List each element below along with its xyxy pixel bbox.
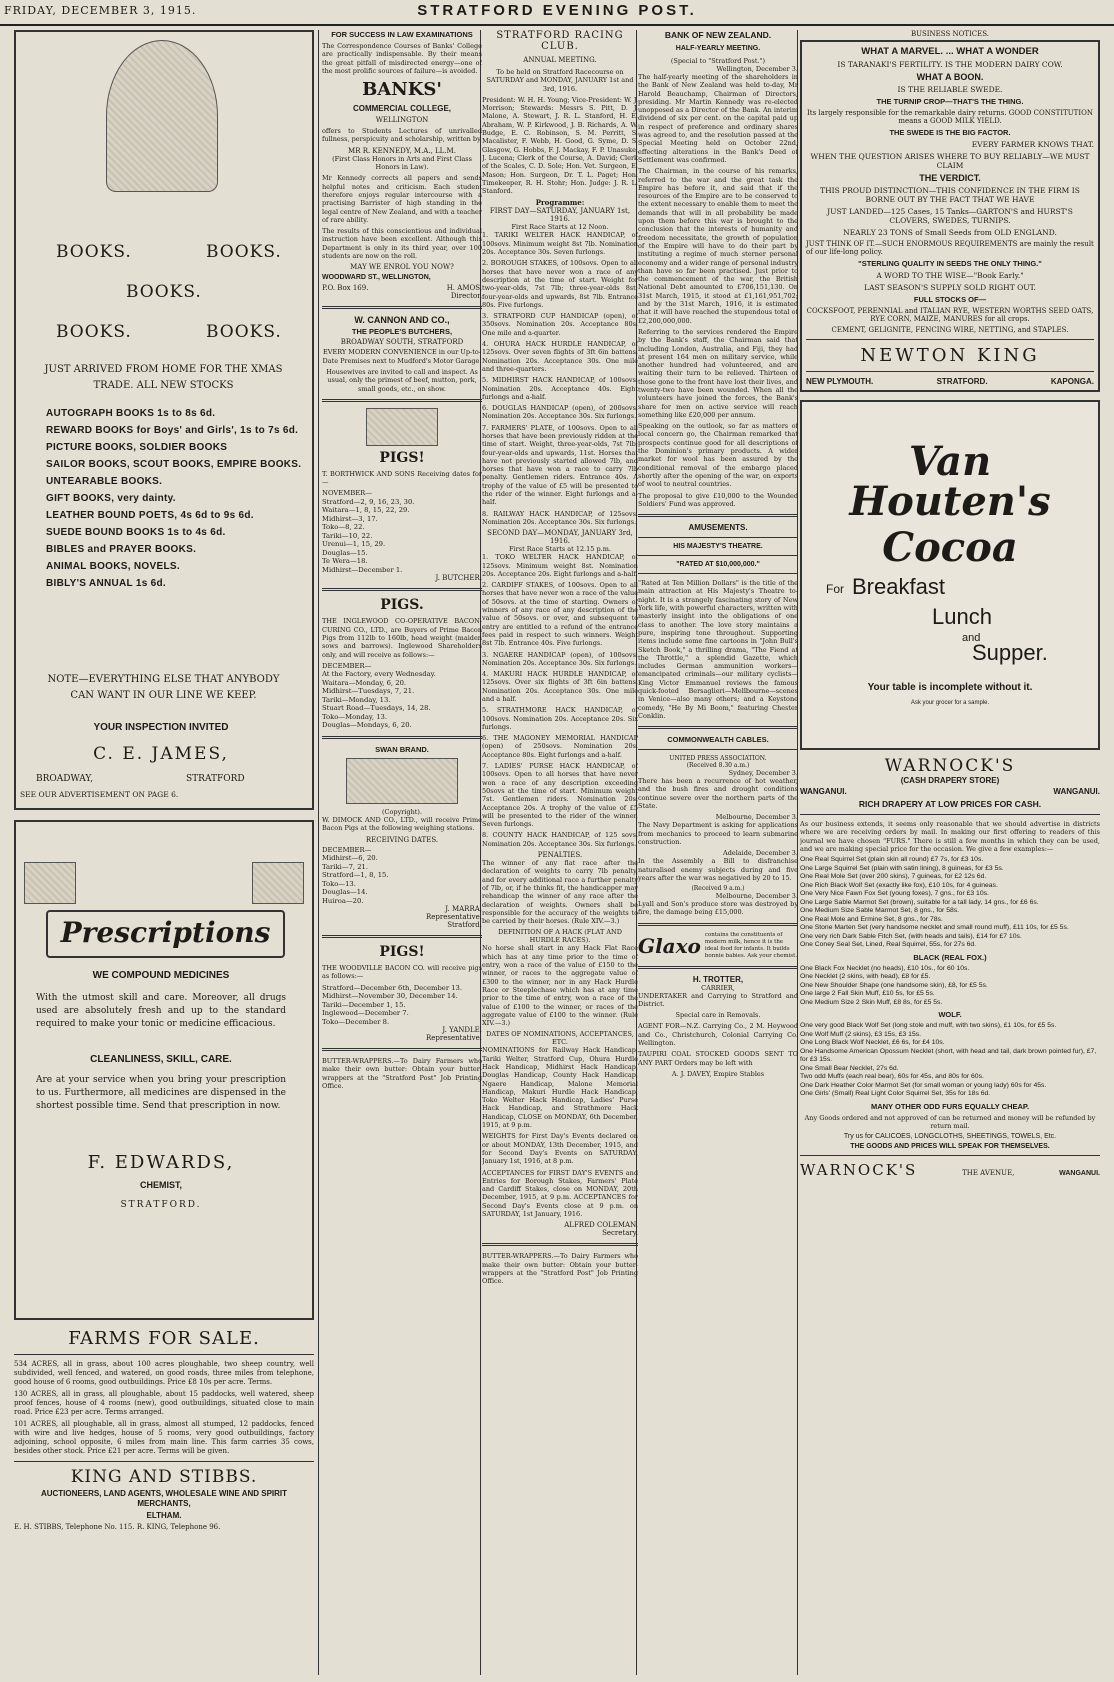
pig-date: Toko—Monday, 13. <box>322 712 388 721</box>
warnock-towns <box>800 787 1100 796</box>
book-item: AUTOGRAPH BOOKS 1s to 8s 6d. <box>46 408 216 419</box>
banks-honors: (First Class Honors in Arts and First Class Honors in Law). <box>332 154 472 172</box>
banks-results: The results of this conscientious and individual instruction have been excellent. Although this Department is only in its third year, over 100 students are now on the roll. <box>322 227 482 261</box>
cables-melbourne: Melbourne, December 3. <box>715 813 798 822</box>
warnock-fox-list <box>800 965 1100 1008</box>
cables-melbourne-2-body: Lyall and Son's produce store was destroyed by fire, the damage being £15,000. <box>638 900 798 917</box>
trotter-name: H. TROTTER, <box>692 974 744 984</box>
newton-name: NEWTON KING <box>860 345 1040 366</box>
banks-footer <box>322 284 482 292</box>
pig-date: DECEMBER— <box>322 845 372 854</box>
pig-date: Stuart Road—Tuesdays, 14, 28. <box>322 704 431 713</box>
warnock-footer <box>800 1161 1100 1179</box>
glaxo-logo: Glaxo <box>638 933 701 958</box>
business-notices-label: BUSINESS NOTICES. <box>910 30 990 38</box>
banks-box: P.O. Box 169. <box>322 284 369 293</box>
fur-item: One Black Fox Necklet (no heads), £10 10s., for 60 10s. <box>800 964 970 972</box>
james-advert <box>14 30 314 810</box>
newton-line: FULL STOCKS OF— <box>913 295 987 304</box>
book-item: UNTEARABLE BOOKS. <box>46 476 163 487</box>
fur-item: One Girls' (Small) Real Light Color Squirrel Set, 35s for 18s 6d. <box>800 1090 991 1098</box>
column-rule <box>318 30 319 1675</box>
newton-line: THIS PROUD DISTINCTION—THIS CONFIDENCE IN THE FIRM IS BORNE OUT BY THE FACT THAT WE HAVE <box>820 186 1080 204</box>
banks-director: H. AMOS, <box>446 284 482 293</box>
james-arrived: JUST ARRIVED FROM HOME FOR THE XMAS TRADE. ALL NEW STOCKS <box>44 364 283 391</box>
fur-item: One very good Black Wolf Set (long stole and muff, with two skins), £1 10s, for £5 5s. <box>800 1022 1057 1030</box>
race-entry: 6. DOUGLAS HANDICAP (open), of 200sovs. Nomination 20s. Acceptance 30s. Six furlongs. <box>482 404 638 421</box>
race-entry: 1. TOKO WELTER HACK HANDICAP, of 125sovs. Minimum weight 8st. Nomination 20s. Acceptance 20s. Eight furlongs and a-half. <box>482 553 638 578</box>
pig-date: Tariki—7, 21. <box>322 862 369 871</box>
warnock-subtitle: (CASH DRAPERY STORE) <box>900 776 1000 785</box>
wolf-heading: WOLF. <box>938 1010 962 1020</box>
bnz-paragraph: Speaking on the outlook, so far as matters of local concern go, the Chairman remarked that prospects continue good for all descriptions of the Dominion's primary products. A wider market for wool has been assured by the conditional removal of the embargo placed shortly after the opening of the war, on exports of wool to neutral countries. <box>638 422 798 489</box>
newton-line: IS TARANAKI'S FERTILITY. IS THE MODERN DAIRY COW. <box>837 60 1063 69</box>
pigs1-sign: J. BUTCHER. <box>435 574 482 583</box>
swan-brand: SWAN BRAND. <box>375 744 429 754</box>
pigs3-body: THE WOODVILLE BACON CO. will receive pigs as follows:— <box>322 964 482 981</box>
book-item: BIBLY'S ANNUAL 1s 6d. <box>46 578 167 589</box>
cables-heading: COMMONWEALTH CABLES. <box>667 735 769 745</box>
warnock-footer-address: THE AVENUE, <box>962 1169 1015 1178</box>
rated-heading: "RATED AT $10,000,000." <box>676 561 760 569</box>
fur-item: One Very Nice Fawn Fox Set (young foxes), 7 gns., for £3 10s. <box>800 890 989 898</box>
pig-date: Midhirst—November 30, December 14. <box>322 992 458 1001</box>
cannon-address: BROADWAY SOUTH, STRATFORD <box>340 338 464 347</box>
cables-sydney: Sydney, December 3. <box>728 769 798 778</box>
edwards-service: Are at your service when you bring your prescription to us. Furthermore, all medicines are dispensed in the shortest possible time. Send that prescription in now. <box>36 1075 286 1111</box>
banks-body: Mr Kennedy corrects all papers and sends helpful notes and criticism. Each student therefore enjoys regular intercourse with a practising Barrister of high standing in the legal centre of New Zealand, and with a teacher of rare ability. <box>322 174 482 224</box>
book-item: PICTURE BOOKS, SOLDIER BOOKS <box>46 442 228 453</box>
pig-date: Huiroa—20. <box>322 896 364 905</box>
fur-item: One Dark Heather Color Marmot Set (for small woman or young lady) 60s for 45s. <box>800 1081 1047 1089</box>
trotter-sign: A. J. DAVEY, Empire Stables <box>671 1069 765 1078</box>
race-entry: 3. NGAERE HANDICAP (open), of 100sovs. Nomination 20s. Acceptance 30s. Six furlongs. <box>482 650 638 667</box>
cocoa-supper: Supper. <box>972 640 1048 665</box>
banks-author: MR R. KENNEDY, M.A., LL.M. <box>348 146 456 155</box>
van-houtens-advert <box>800 400 1100 750</box>
pig-date: Toko—8, 22. <box>322 523 365 532</box>
fur-item: One Medium Size 2 Skin Muff, £8 8s, for £5 5s. <box>800 998 943 1006</box>
warnock-try: Try us for CALICOES, LONGCLOTHS, SHEETINGS, TOWELS, Etc. <box>843 1133 1057 1141</box>
book-item: LEATHER BOUND POETS, 4s 6d to 9s 6d. <box>46 510 254 521</box>
fur-item: One Long Black Wolf Necklet, £6 6s, for £4 10s. <box>800 1039 945 1047</box>
cables-received-2: (Received 9 a.m.) <box>691 885 745 893</box>
banks-director-role: Director. <box>450 292 482 301</box>
newton-line: NEARLY 23 TONS of Small Seeds from OLD ENGLAND. <box>843 228 1057 237</box>
edwards-role: CHEMIST, <box>139 1180 182 1190</box>
edwards-body: With the utmost skill and care. Moreover, all drugs used are absolutely fresh and up to the standard required to make your tonic or medicine efficacious. <box>36 993 286 1029</box>
amusements-heading: AMUSEMENTS. <box>688 523 748 533</box>
fur-item: One Wolf Muff (2 skins), £3 15s, £3 15s. <box>800 1030 922 1038</box>
cocoa-lunch: Lunch <box>932 604 992 629</box>
newton-line: THE TURNIP CROP—THAT'S THE THING. <box>876 97 1024 106</box>
bottle-illustration <box>252 862 304 904</box>
penalties-text: The winner of any flat race after the declaration of weights to carry 7lb penalty, and for every additional race a further penalty of 7lb, or, if he thinks fit, the handicapper may rehandicap the winner of any race after the declaration of weights. Owners shall be responsible for the accuracy of the weights to be carried by their horses. (Rule XIV.—3.) <box>482 859 638 926</box>
banks-name: BANKS' <box>362 79 442 101</box>
fur-item: One Medium Size Sable Marmot Set, 8 gns., for 58s. <box>800 907 960 915</box>
newton-line: LAST SEASON'S SUPPLY SOLD RIGHT OUT. <box>864 283 1036 292</box>
newton-line: "STERLING QUALITY IN SEEDS THE ONLY THING." <box>858 259 1042 268</box>
fur-item: One Stone Marten Set (very handsome necklet and small round muff), £11 10s, for £5 5s. <box>800 924 1069 932</box>
pig-date: Tariki—December 1, 15. <box>322 1000 406 1009</box>
pigs3-dates <box>322 984 482 1027</box>
newton-line: COCKSFOOT, PERENNIAL and ITALIAN RYE, WESTERN WORTHS SEED OATS, RYE CORN, MAIZE, MANURES for all crops. <box>806 307 1094 323</box>
cocoa-and: and <box>962 632 981 644</box>
race-entry: 2. CARDIFF STAKES, of 100sovs. Open to all horses that have never won a race of the value of 50sovs. at the time of starting. Owners of winners of any race of any description of the value of 50sovs. or over, and subsequent to entry are entitled to a refund of the entrance fees paid in respect to such winners. Weight 8st 7lb. Entrance 40s. Five furlongs. <box>482 581 638 648</box>
acceptances-text: ACCEPTANCES for FIRST DAY'S EVENTS and Entries for Borough Stakes, Farmers' Plate and Cardiff Stakes, close on MONDAY, 20th December, 1915, at 9 p.m. ACCEPTANCES for Second Day's Events close at 9 p.m. on SATURDAY, 1st January, 1916. <box>482 1168 638 1219</box>
fur-item: Two odd Muffs (each real bear), 60s for 45s, and 80s for 60s. <box>800 1073 984 1081</box>
issue-date: FRIDAY, DECEMBER 3, 1915. <box>4 4 197 17</box>
bnz-title: BANK OF NEW ZEALAND. <box>664 30 772 40</box>
pig-date: Tariki—10, 22. <box>322 531 373 540</box>
bnz-paragraph: Referring to the services rendered the Empire by the Bank's staff, the Chairman said that including London, Australia, and Fiji, they had at present 164 men on military service, while another hundred had volunteered, and are waiting their turn to be relieved. Thirteen of those gone to the front have lost their lives, and twenty-two have been wounded. When all the volunteers have joined the forces, the Bank's share for men on active service will reach something like £20,000 per annum. <box>638 327 798 419</box>
edwards-advert <box>14 820 314 1320</box>
swan-heading: RECEIVING DATES. <box>365 835 439 844</box>
definition-text: No horse shall start in any Hack Flat Race which has at any time prior to the time of entry, won a race of the value of £150 to the winner, or races to the aggregate value of £300 to the winner, nor in any Hack Hurdle Race or Steeplechase which has at any time prior to the time of entry, won a race of the value of £100 to the winner, or races of the aggregate value of £100 to the winner. (Rule XIV.—3.) <box>482 944 638 1028</box>
fur-item: One Real Mole and Ermine Set, 8 gns., for 78s. <box>800 915 943 923</box>
weights-text: WEIGHTS for First Day's Events declared on or about MONDAY, 13th December, 1915, and for Second Day's Events on SATURDAY, January 1st, 1916, at 8 p.m. <box>482 1132 638 1166</box>
book-item: SUEDE BOUND BOOKS 1s to 4s 6d. <box>46 527 226 538</box>
james-see-page: SEE OUR ADVERTISEMENT ON PAGE 6. <box>20 790 179 799</box>
pig-date: Toko—December 8. <box>322 1017 390 1026</box>
racing-title: STRATFORD RACING CLUB. <box>496 30 624 52</box>
cables-received: (Received 8.30 a.m.) <box>686 762 750 770</box>
banks-enrol: MAY WE ENROL YOU NOW? <box>350 263 454 272</box>
black-fox-heading: BLACK (REAL FOX.) <box>913 952 987 962</box>
swan-copyright: (Copyright). <box>381 807 422 816</box>
newton-places <box>806 377 1094 386</box>
racing-day2-start: First Race Starts at 12.15 p.m. <box>509 545 611 554</box>
books-line-1: BOOKS. <box>56 242 132 262</box>
race-entry: 3. STRATFORD CUP HANDICAP (open), of 350sovs. Nomination 20s. Acceptance 80s. One mile and a-quarter. <box>482 312 638 337</box>
pigs2-dates <box>322 662 482 730</box>
pig-date: NOVEMBER— <box>322 489 373 498</box>
glaxo-note: contains the constituents of modern milk, hence it is the ideal food for infants. It builds bonnie babies. Ask your chemist. <box>704 931 798 959</box>
trotter-note: Special care in Removals. <box>675 1011 761 1020</box>
newton-line: Its largely responsible for the remarkable dairy returns. GOOD CONSTITUTION means a GOOD MILK YIELD. <box>807 109 1093 125</box>
pig-illustration <box>366 408 438 446</box>
race-entry: 5. STRATHMORE HACK HANDICAP, of 100sovs. Nomination 20s. Acceptance 20s. Six furlongs. <box>482 706 638 731</box>
cocoa-brand-cocoa: Cocoa <box>882 524 1018 571</box>
book-item: REWARD BOOKS for Boys' and Girls', 1s to 7s 6d. <box>46 425 299 436</box>
newton-line: IS THE RELIABLE SWEDE. <box>897 85 1003 94</box>
fur-item: One very rich Dark Sable Fitch Set, (with heads and tails), £14 for £7 10s. <box>800 932 1022 940</box>
definition-heading: DEFINITION OF A HACK (FLAT AND HURDLE RACES). <box>498 928 622 945</box>
james-address-left: BROADWAY, <box>36 774 94 784</box>
pig-date: Stratford—1, 8, 15. <box>322 871 389 879</box>
fur-item: One Coney Seal Set, Lined, Real Squirrel, 55s, for 27s 6d. <box>800 941 977 949</box>
newton-line: JUST LANDED—125 Cases, 15 Tanks—GARTON'S and HURST'S CLOVERS, SWEDES, TURNIPS. <box>827 207 1073 225</box>
pig-date: Urenui—1, 15, 29. <box>322 540 386 549</box>
bnz-subtitle: HALF-YEARLY MEETING. <box>675 45 761 52</box>
racing-programme: Programme: <box>535 198 585 208</box>
cannon-trade: THE PEOPLE'S BUTCHERS, <box>351 327 453 337</box>
edwards-name: F. EDWARDS, <box>87 1152 235 1173</box>
masthead: STRATFORD EVENING POST. <box>417 2 697 19</box>
james-book-list <box>16 402 301 589</box>
books-line-5: BOOKS. <box>206 322 282 342</box>
prescriptions-banner: Prescriptions <box>46 910 285 958</box>
pig-date: Waitara—1, 8, 15, 22, 29. <box>322 506 410 515</box>
pigs3-title: PIGS! <box>379 944 425 960</box>
theatre-review: "Rated at Ten Million Dollars" is the title of the main attraction at His Majesty's Theatre to-night. It is a strangely fascinating story of New York life, with powerful characters, written with masterly insight into the obligations of one class to another. The love story maintains a pure, inspiring tone throughout. Supporting items include some fine cartoons in "John Bull's Sketch Book," a thrilling drama, "The Fiend at the Throttle," a splendid Gazette, which includes German ammunition workers—emancipated criminals—our military cyclists—King Victor Emmanuel reviews the famous quick-footed Bersaglieri—Mellbourne—scenes in Venice—also many others; and a Keystone comedy, "He By Mi Boom," featuring Chester Conklin. <box>638 579 798 720</box>
pigs3-sign: J. YANDLE, <box>442 1026 482 1035</box>
racing-sign-role: Secretary. <box>602 1229 638 1238</box>
race-entry: 8. COUNTY HACK HANDICAP, of 125 sovs. Nomination 20s. Acceptance 30s. Six furlongs. <box>482 831 638 848</box>
warnock-wolf-list <box>800 1022 1100 1099</box>
pig-date: Midhirst—3, 17. <box>322 514 378 523</box>
pig-date: Inglewood—December 7. <box>322 1009 409 1018</box>
bnz-paragraph: The half-yearly meeting of the shareholders in the Bank of New Zealand was held to-day, Mr Harold Beauchamp, Chairman of Directors, presiding. Mr Martin Kennedy was re-elected unopposed as a Director of the Bank. An interim dividend of six per cent. on the capital paid up in respect of preference and ordinary shares was agreed to, and the resolution passed at the Special Meeting held on October 22nd, effecting alterations in the Bank's Deed of Settlement was confirmed. <box>638 73 798 164</box>
bnz-paragraph: The proposal to give £10,000 to the Wounded Soldiers' Fund was approved. <box>638 491 798 508</box>
santa-illustration <box>106 40 218 192</box>
column-3 <box>482 30 638 1680</box>
racing-day1-start: First Race Starts at 12 Noon. <box>511 223 609 232</box>
cocoa-brand-van: Van <box>908 438 992 485</box>
pig-date: Waitara—Monday, 6, 20. <box>322 678 407 687</box>
cables-sydney-body: There has been a recurrence of hot weather, and the bush fires and drought conditions continue severe over the northern parts of the State. <box>638 777 798 811</box>
newton-line: THE VERDICT. <box>919 173 981 183</box>
cables-melbourne-2: Melbourne, December 3. <box>715 892 798 901</box>
fur-item: One Rich Black Wolf Set (exactly like fox), £10 10s, for 4 guineas. <box>800 881 998 889</box>
newton-line: A WORD TO THE WISE—"Book Early." <box>876 271 1024 280</box>
banks-college: COMMERCIAL COLLEGE, <box>352 104 452 114</box>
pig-date: Stratford—2, 9, 16, 23, 30. <box>322 497 415 506</box>
pig-date: Midhirst—Tuesdays, 7, 21. <box>322 687 415 696</box>
pig-date: Toko—13. <box>322 879 356 888</box>
mortar-illustration <box>24 862 76 904</box>
cables-melbourne-body: The Navy Department is asking for applications from mechanics to proceed to learn submarine construction. <box>638 821 798 846</box>
farm-listing: 101 ACRES, all ploughable, all in grass, almost all stumped, 12 paddocks, fenced with wire and live hedges, house of 5 rooms, very good outbuildings, factory adjoining, school opposite, 6 miles from main line. This farm carries 35 cows, besides other stock. Price £21 per acre. Terms will be given. <box>14 1420 314 1455</box>
pig-date: At the Factory, every Wednesday. <box>322 670 436 679</box>
glaxo-advert <box>638 932 798 960</box>
warnocks-advert <box>800 756 1100 1179</box>
racing-meeting: ANNUAL MEETING. <box>523 56 597 64</box>
books-line-3: BOOKS. <box>126 282 202 302</box>
newton-line: WHEN THE QUESTION ARISES WHERE TO BUY RELIABLY—WE MUST CLAIM <box>810 152 1090 170</box>
fur-item: One Small Bear Necklet, 27s 6d. <box>800 1064 899 1072</box>
cables-byline: UNITED PRESS ASSOCIATION. <box>669 755 767 763</box>
warnock-footer-town: WANGANUI. <box>1059 1170 1100 1178</box>
pigs1-title: PIGS! <box>379 449 425 466</box>
race-entry: 8. RAILWAY HACK HANDICAP, of 125sovs. Nomination 20s. Acceptance 30s. Six furlongs. <box>482 509 638 526</box>
racing-held: To be held on Stratford Racecourse on SATURDAY and MONDAY, JANUARY 1st and 3rd, 1916. <box>486 68 634 93</box>
pigs2-title: PIGS. <box>380 597 424 614</box>
column-1 <box>14 30 314 1680</box>
race-entry: 4. MAKURI HACK HURDLE HANDICAP, of 125sovs. Over six flights of 3ft 6in battens. Nomination 20s. Acceptance 30s. One mile and a half. <box>482 670 638 703</box>
book-item: GIFT BOOKS, very dainty. <box>46 493 176 504</box>
warnock-intro: As our business extends, it seems only reasonable that we should advertise in districts where we are receiving orders by mail. In making our first offering to readers of this journal we have chosen "FURS." There is still a few months in which they can be used, and we are making special price for the occasion. We give a few examples:— <box>800 820 1100 853</box>
king-stibbs-telephone: E. H. STIBBS, Telephone No. 115. R. KING, Telephone 96. <box>14 1523 221 1531</box>
james-note: NOTE—EVERYTHING ELSE THAT ANYBODY CAN WANT IN OUR LINE WE KEEP. <box>47 674 280 701</box>
trotter-body: UNDERTAKER and Carrying to Stratford and District. <box>638 991 798 1009</box>
newton-place: NEW PLYMOUTH. <box>806 377 874 386</box>
butter-wrappers-ad: BUTTER-WRAPPERS.—To Dairy Farmers who make their own butter: Obtain your butter-wrappers at the "Stratford Post" Job Printing Office. <box>322 1057 482 1090</box>
farm-listing: 130 ACRES, all in grass, all ploughable, about 15 paddocks, well watered, sheep proof fences, house of 4 rooms (new), good outbuildings, situated close to main road. Price £23 per acre. Terms arranged. <box>14 1390 314 1416</box>
warnock-tagline: RICH DRAPERY AT LOW PRICES FOR CASH. <box>858 799 1042 809</box>
banks-intro: The Correspondence Courses of Banks' College are practically indispensable. By their means the great pitfall of misdirected energy—one of the most prolific sources of failure—is avoided. <box>322 42 482 75</box>
swan-sign-town: Stratford. <box>447 921 482 929</box>
swan-sign: J. MARRA, <box>445 905 482 913</box>
fur-item: One New Shoulder Shape (one handsome skin), £8, for £5 5s. <box>800 981 988 989</box>
racing-day2: SECOND DAY—MONDAY, JANUARY 3rd, 1916. <box>487 529 633 546</box>
newton-place: KAPONGA. <box>1050 377 1094 386</box>
pig-date: Tariki—Monday, 13. <box>322 695 391 704</box>
racing-day1: FIRST DAY—SATURDAY, JANUARY 1st, 1916. <box>489 207 631 224</box>
newton-line: WHAT A BOON. <box>916 72 984 82</box>
warnock-goods: Any Goods ordered and not approved of can be returned and money will be refunded by return mail. <box>804 1113 1096 1130</box>
race-entry: 5. MIDHIRST HACK HANDICAP, of 100sovs. Nomination 20s. Acceptance 40s. Eight furlongs and a-half. <box>482 376 638 401</box>
banks-street: WOODWARD ST., WELLINGTON, <box>322 274 431 282</box>
banks-heading: FOR SUCCESS IN LAW EXAMINATIONS <box>331 30 473 39</box>
warnock-other: MANY OTHER ODD FURS EQUALLY CHEAP. <box>870 1101 1030 1111</box>
cocoa-breakfast: Breakfast <box>852 574 945 599</box>
cannon-body: Housewives are invited to call and inspect. As usual, only the primest of beef, mutton, pork, small goods, etc., on show. <box>326 367 478 393</box>
pigs3-sign-role: Representative. <box>426 1034 482 1043</box>
page-header <box>0 0 1114 26</box>
book-item: ANIMAL BOOKS, NOVELS. <box>46 561 180 572</box>
fur-item: One Necklet (2 skins, with head), £8 for £5. <box>800 973 931 981</box>
book-item: SAILOR BOOKS, SCOUT BOOKS, EMPIRE BOOKS. <box>46 459 302 470</box>
cocoa-for: For <box>826 582 844 596</box>
james-address-right: STRATFORD <box>186 774 245 784</box>
books-line-2: BOOKS. <box>206 242 282 262</box>
bnz-place: Wellington, December 3. <box>716 65 798 73</box>
fur-item: One Large Squirrel Set (plain with satin lining), 8 guineas, for £3 5s. <box>800 864 1004 872</box>
trotter-taupiri: TAUPIRI COAL STOCKED GOODS SENT TO ANY PART Orders may be left with <box>638 1050 798 1067</box>
farm-listing: 534 ACRES, all in grass, about 100 acres ploughable, two sheep country, well subdivided, well fenced, and watered, on good roads, three miles from telephone, good house of 6 rooms, good outbuildings. Price £8 10s per acre. Terms. <box>14 1360 314 1386</box>
race-entry: 7. LADIES' PURSE HACK HANDICAP, of 100sovs. Open to all horses that have never won a race of any description exceeding 50sovs at the time of start. Minimum weight 7st. Gentlemen riders. Nomination 20s. Acceptance 20s. A trophy of the value of £5 will be presented to the rider of the winner. Seven furlongs. <box>482 762 638 829</box>
pig-date: Te Wera—18. <box>322 557 368 566</box>
cocoa-brand-houtens: Houten's <box>849 478 1051 525</box>
newton-marvel: WHAT A MARVEL. ... WHAT A WONDER <box>861 46 1039 57</box>
butter-wrappers-ad: BUTTER-WRAPPERS.—To Dairy Farmers who make their own butter: Obtain your butter-wrappers at the "Stratford Post" Job Printing Office. <box>482 1252 638 1286</box>
nominations-text: NOMINATIONS for Railway Hack Handicap, Tariki Welter, Stratford Cup, Ohura Hurdle Hack Handicap, Midhirst Hack Handicap, Douglas Handicap, County Hack Handicap, Ngaere Handicap, Malone Memorial Handicap, Makuri Hurdle Hack Handicap, Toko Welter Hack Handicap, Ladies' Purse Hack Handicap, and Strathmore Hack Handicap, CLOSE on MONDAY, 6th December, 1915, at 9 p.m. <box>482 1046 638 1130</box>
bnz-byline: (Special to "Stratford Post.") <box>670 57 766 65</box>
bnz-paragraph: The Chairman, in the course of his remarks, referred to the war and the great task the Empire has before it, and said that if the resources of the Empire are to be conserved to the extent necessary to enable them to meet the demands that will in all probability be made upon them before this war is brought to the conclusion that the interests of humanity and freedom necessitate, the growth of population of the Empire will have to do their part by instituting a regime of much sterner personal economy and a wider range of personal industry than have so far been practised. Just prior to the commencement of the war, the British National Debt amounted to £706,151,130. On 31st March, 1915, it stood at £1,161,951,702; and by the 31st March, 1916, it is estimated that it will have reached the stupendous total of £2,200,000,000. <box>638 167 798 325</box>
newton-line: EVERY FARMER KNOWS THAT. <box>971 140 1094 149</box>
king-stibbs-town: ELTHAM. <box>146 1511 182 1520</box>
banks-offers: offers to Students Lectures of unrivalled fullness, perspicuity and scholarship, written by <box>322 127 482 144</box>
race-entry: 6. THE MAGONEY MEMORIAL HANDICAP (open) of 250sovs. Nomination 20s. Acceptance 80s. Eight furlongs and a-half. <box>482 734 638 759</box>
james-invite: YOUR INSPECTION INVITED <box>93 722 229 733</box>
newton-line: THE SWEDE IS THE BIG FACTOR. <box>889 128 1011 137</box>
pig-date: Midhirst—6, 20. <box>322 854 378 862</box>
column-5 <box>800 30 1100 1680</box>
king-stibbs-role: AUCTIONEERS, LAND AGENTS, WHOLESALE WINE AND SPIRIT MERCHANTS, <box>40 1489 288 1508</box>
pigs1-body: T. BORTHWICK AND SONS Receiving dates for— <box>322 469 482 487</box>
king-stibbs-name: KING AND STIBBS. <box>70 1467 258 1487</box>
cannon-name: W. CANNON AND CO., <box>354 315 450 326</box>
pig-date: Stratford—December 6th, December 13. <box>322 983 463 992</box>
cannon-convenience: EVERY MODERN CONVENIENCE in our Up-to-Date Premises next to Mudford's Motor Garage. <box>322 348 482 365</box>
race-entry: 1. TARIKI WELTER HACK HANDICAP, of 100sovs. Minimum weight 8st 7lb. Nomination 20s. Acceptance 30s. Seven furlongs. <box>482 231 638 257</box>
penalties-heading: PENALTIES. <box>537 851 583 860</box>
swan-body: W. DIMOCK AND CO., LTD., will receive Prime Bacon Pigs at the following weighing stations. <box>322 815 482 833</box>
swan-dates <box>322 846 482 906</box>
warnock-footer-name: WARNOCK'S <box>800 1161 918 1180</box>
pig-date: Midhirst—December 1. <box>322 565 403 574</box>
swan-sign-role: Representative, <box>426 913 482 921</box>
pigs1-dates <box>322 489 482 574</box>
books-line-4: BOOKS. <box>56 322 132 342</box>
race-entry: 4. OHURA HACK HURDLE HANDICAP, of 125sovs. Over seven flights of 3ft 6in battens. Nomination 20s. Acceptance 30s. One mile and three-quarters. <box>482 340 638 373</box>
newton-line: CEMENT, GELIGNITE, FENCING WIRE, NETTING, and STAPLES. <box>831 326 1069 334</box>
fur-item: One Handsome American Opossum Necklet (short, with head and tail, dark brown pointed fur), £7, for £3 15s. <box>800 1047 1097 1064</box>
cocoa-tagline: Your table is incomplete without it. <box>867 682 1033 693</box>
trotter-agent: AGENT FOR—N.Z. Carrying Co., 2 M. Heywood and Co., Christchurch, Colonial Carrying Co. Wellington. <box>638 1022 798 1047</box>
warnock-name: WARNOCK'S <box>884 756 1016 776</box>
pig-date: Douglas—15. <box>322 548 368 557</box>
race-entry: 7. FARMERS' PLATE, of 100sovs. Open to all horses that have been previously ridden at the time of start. Weight, three-year-olds, 7st 7lb; four-year-olds and upwards, 11st. Horses that have not previously started allowed 7lb, and horses that have won a race to carry 7lb penalty. Gentlemen riders. Entrance 40s. A trophy of the value of £5 will be presented to the rider of the winner. Eight furlongs and a-half. <box>482 423 638 507</box>
column-2 <box>322 30 482 1680</box>
pig-date: DECEMBER— <box>322 661 372 670</box>
farms-title: FARMS FOR SALE. <box>68 1328 260 1349</box>
warnock-fur-list <box>800 856 1100 950</box>
banks-city: WELLINGTON <box>375 116 429 125</box>
fur-item: One Large Sable Marmot Set (brown), suitable for a tall lady, 14 gns., for £6 6s. <box>800 898 1039 906</box>
fur-item: One large 2 Fall Skin Muff, £10 5s, for £5 5s. <box>800 990 935 998</box>
racing-sign: ALFRED COLEMAN, <box>564 1221 638 1230</box>
racing-officers: President: W. H. H. Young; Vice-President: W. J. Morrison; Stewards: Messrs S. Pitt, D. J. Malone, A. Stewart, J. R. L. Stanford, H. E. Abraham, W. P. Kirkwood, J. B. Richards, A. W. Budge, E. C. Robinson, S. M. Perritt, S. Macalister, F. Webb, H. Good, G. Syme, D. S. Glasgow, G. Hobbs, F. J. Mackay, F. P. Unasuke, J. Lucena; Clerk of the Course, A. David; Clerk of the Scales, C. D. Sole; Hon. Vet. Surgeon, E. Mason; Hon. Surgeon, Dr. T. L. Paget; Hon. Timekeeper, R. H. Stohr; Hon. Judge: J. R. L. Stanford. <box>482 95 638 196</box>
trotter-role: CARRIER, <box>701 983 735 992</box>
cables-adelaide-body: In the Assembly a Bill to disfranchise naturalised enemy subjects during and five years after the war was negatived by 20 to 15. <box>638 857 798 882</box>
farms-advert <box>14 1328 314 1532</box>
newton-place: STRATFORD. <box>936 377 988 386</box>
pig-date: Douglas—14. <box>322 888 368 896</box>
pig-date: Douglas—Mondays, 6, 20. <box>322 721 412 730</box>
column-4 <box>638 30 798 1680</box>
warnock-town: WANGANUI. <box>800 787 847 796</box>
dates-heading: DATES OF NOMINATIONS, ACCEPTANCES, ETC. <box>486 1030 634 1047</box>
newton-line: JUST THINK OF IT.—SUCH ENORMOUS REQUIREMENTS are mainly the result of our life-long policy. <box>806 240 1094 256</box>
clean-heading: CLEANLINESS, SKILL, CARE. <box>90 1054 232 1065</box>
pigs2-body: THE INGLEWOOD CO-OPERATIVE BACON-CURING CO., LTD., are Buyers of Prime Bacon Pigs from 112lb to 160lb, head weight (maiden sows and barrows). Inglewood Shareholders only, and will receive as follows:— <box>322 617 482 659</box>
edwards-town: STRATFORD. <box>120 1200 202 1210</box>
warnock-speak: THE GOODS AND PRICES WILL SPEAK FOR THEMSELVES. <box>850 1143 1050 1151</box>
fur-item: One Real Squirrel Set (plain skin all round) £7 7s, for £3 10s. <box>800 856 984 864</box>
warnock-town: WANGANUI. <box>1053 787 1100 796</box>
race-entry: 2. BOROUGH STAKES, of 100sovs. Open to all horses that have never won a race of any description at the time of start. Weight for two-year-olds, 7st 7lb; three-year-olds 8st; four-year-olds and upwards, 8st 7lb. Entrance 80s. Five furlongs. <box>482 259 638 309</box>
cocoa-ask: Ask your grocer for a sample. <box>910 700 990 706</box>
compound-heading: WE COMPOUND MEDICINES <box>92 970 230 981</box>
theatre-heading: HIS MAJESTY'S THEATRE. <box>673 543 763 551</box>
james-name: C. E. JAMES, <box>93 744 229 764</box>
fur-item: One Real Mole Set (over 200 skins), 7 guineas, for £2 12s 6d. <box>800 873 987 881</box>
cables-adelaide: Adelaide, December 3. <box>723 849 798 858</box>
newton-king-advert <box>800 40 1100 392</box>
swan-pig-logo <box>346 758 458 804</box>
book-item: BIBLES and PRAYER BOOKS. <box>46 544 197 555</box>
